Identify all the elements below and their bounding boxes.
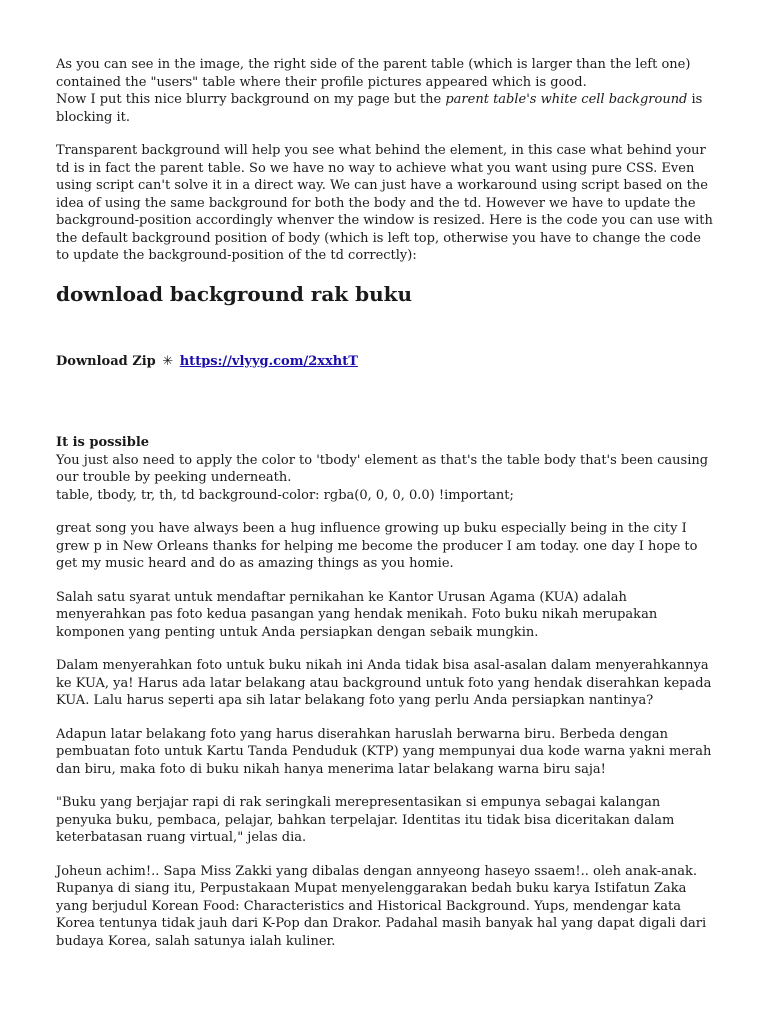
page-title: download background rak buku bbox=[56, 281, 413, 306]
answer-title: It is possible bbox=[56, 435, 150, 450]
intro-text-after: is blocking it. bbox=[56, 92, 703, 125]
intro-text-line-2 bbox=[56, 91, 714, 126]
intro-text-line-1: As you can see in the image, the right side of the parent table (which is larger than the left one) contained the "users" table where their profile pictures appeared which is good. bbox=[56, 57, 691, 90]
download-link[interactable]: https://vlyyg.com/2xxhtT bbox=[179, 353, 358, 369]
paragraph-3: Dalam menyerahkan foto untuk buku nikah ini Anda tidak bisa asal-asalan dalam menyerahkannya ke KUA, ya! Harus ada latar belakang atau background untuk foto yang hendak diserahkan kepada KUA. Lalu harus seperti apa sih latar belakang foto yang perlu Anda persiapkan nantinya? bbox=[56, 658, 712, 708]
paragraph-6: Joheun achim!.. Sapa Miss Zakki yang dibalas dengan annyeong haseyo ssaem!.. oleh anak-anak. Rupanya di siang itu, Perpustakaan Mupat menyelenggarakan bedah buku karya Istifatun Zaka yang berjudul Korean Food: Characteristics and Historical Background. Yups, mendengar kata Korea tentunya tidak jauh dari K-Pop dan Drakor. Padahal masih banyak hal yang dapat digali dari budaya Korea, salah satunya ialah kuliner. bbox=[56, 863, 707, 949]
paragraph-4: Adapun latar belakang foto yang harus diserahkan haruslah berwarna biru. Berbeda dengan pembuatan foto untuk Kartu Tanda Penduduk (KTP) yang mempunyai dua kode warna yakni merah dan biru, maka foto di buku nikah hanya menerima latar belakang warna biru saja! bbox=[56, 726, 712, 777]
paragraph-2: Salah satu syarat untuk mendaftar pernikahan ke Kantor Urusan Agama (KUA) adalah menyerahkan pas foto kedua pasangan yang hendak menikah. Foto buku nikah merupakan komponen yang penting untuk Anda persiapkan dengan sebaik mungkin. bbox=[56, 589, 658, 640]
intro-emphasis: parent table's white cell background bbox=[445, 92, 688, 107]
download-line bbox=[56, 353, 714, 371]
intro-paragraph-1 bbox=[56, 56, 714, 126]
answer-body bbox=[56, 452, 714, 505]
intro-paragraph-2: Transparent background will help you see what behind the element, in this case what behind your td is in fact the parent table. So we have no way to achieve what you want using pure CSS. Even using script can't solve it in a direct way. We can just have a workaround using script based on the idea of using the same background for both the body and the td. However we have to update the background-position accordingly whenver the window is resized. Here is the code you can use with the default background position of body (which is left top, otherwise you have to change the code to update the background-position of the td correctly): bbox=[56, 143, 713, 263]
paragraph-5: "Buku yang berjajar rapi di rak seringkali merepresentasikan si empunya sebagai kalangan penyuka buku, pembaca, pelajar, bahkan terpelajar. Identitas itu tidak bisa diceritakan dalam keterbatasan ruang virtual," jelas dia. bbox=[56, 795, 675, 845]
intro-text-before: Now I put this nice blurry background on my page but the bbox=[56, 92, 446, 107]
answer-line-2: table, tbody, tr, th, td background-color: rgba(0, 0, 0, 0.0) !important; bbox=[56, 487, 514, 503]
answer-line-1: You just also need to apply the color to 'tbody' element as that's the table body that's been causing our trouble by peeking underneath. bbox=[56, 452, 709, 485]
download-label: Download Zip bbox=[56, 353, 156, 369]
arrow-icon: ✳ bbox=[162, 353, 174, 369]
paragraph-1: great song you have always been a hug influence growing up buku especially being in the city I grew p in New Orleans thanks for helping me become the producer I am today. one day I hope to get my music heard and do as amazing things as you homie. bbox=[56, 521, 698, 571]
